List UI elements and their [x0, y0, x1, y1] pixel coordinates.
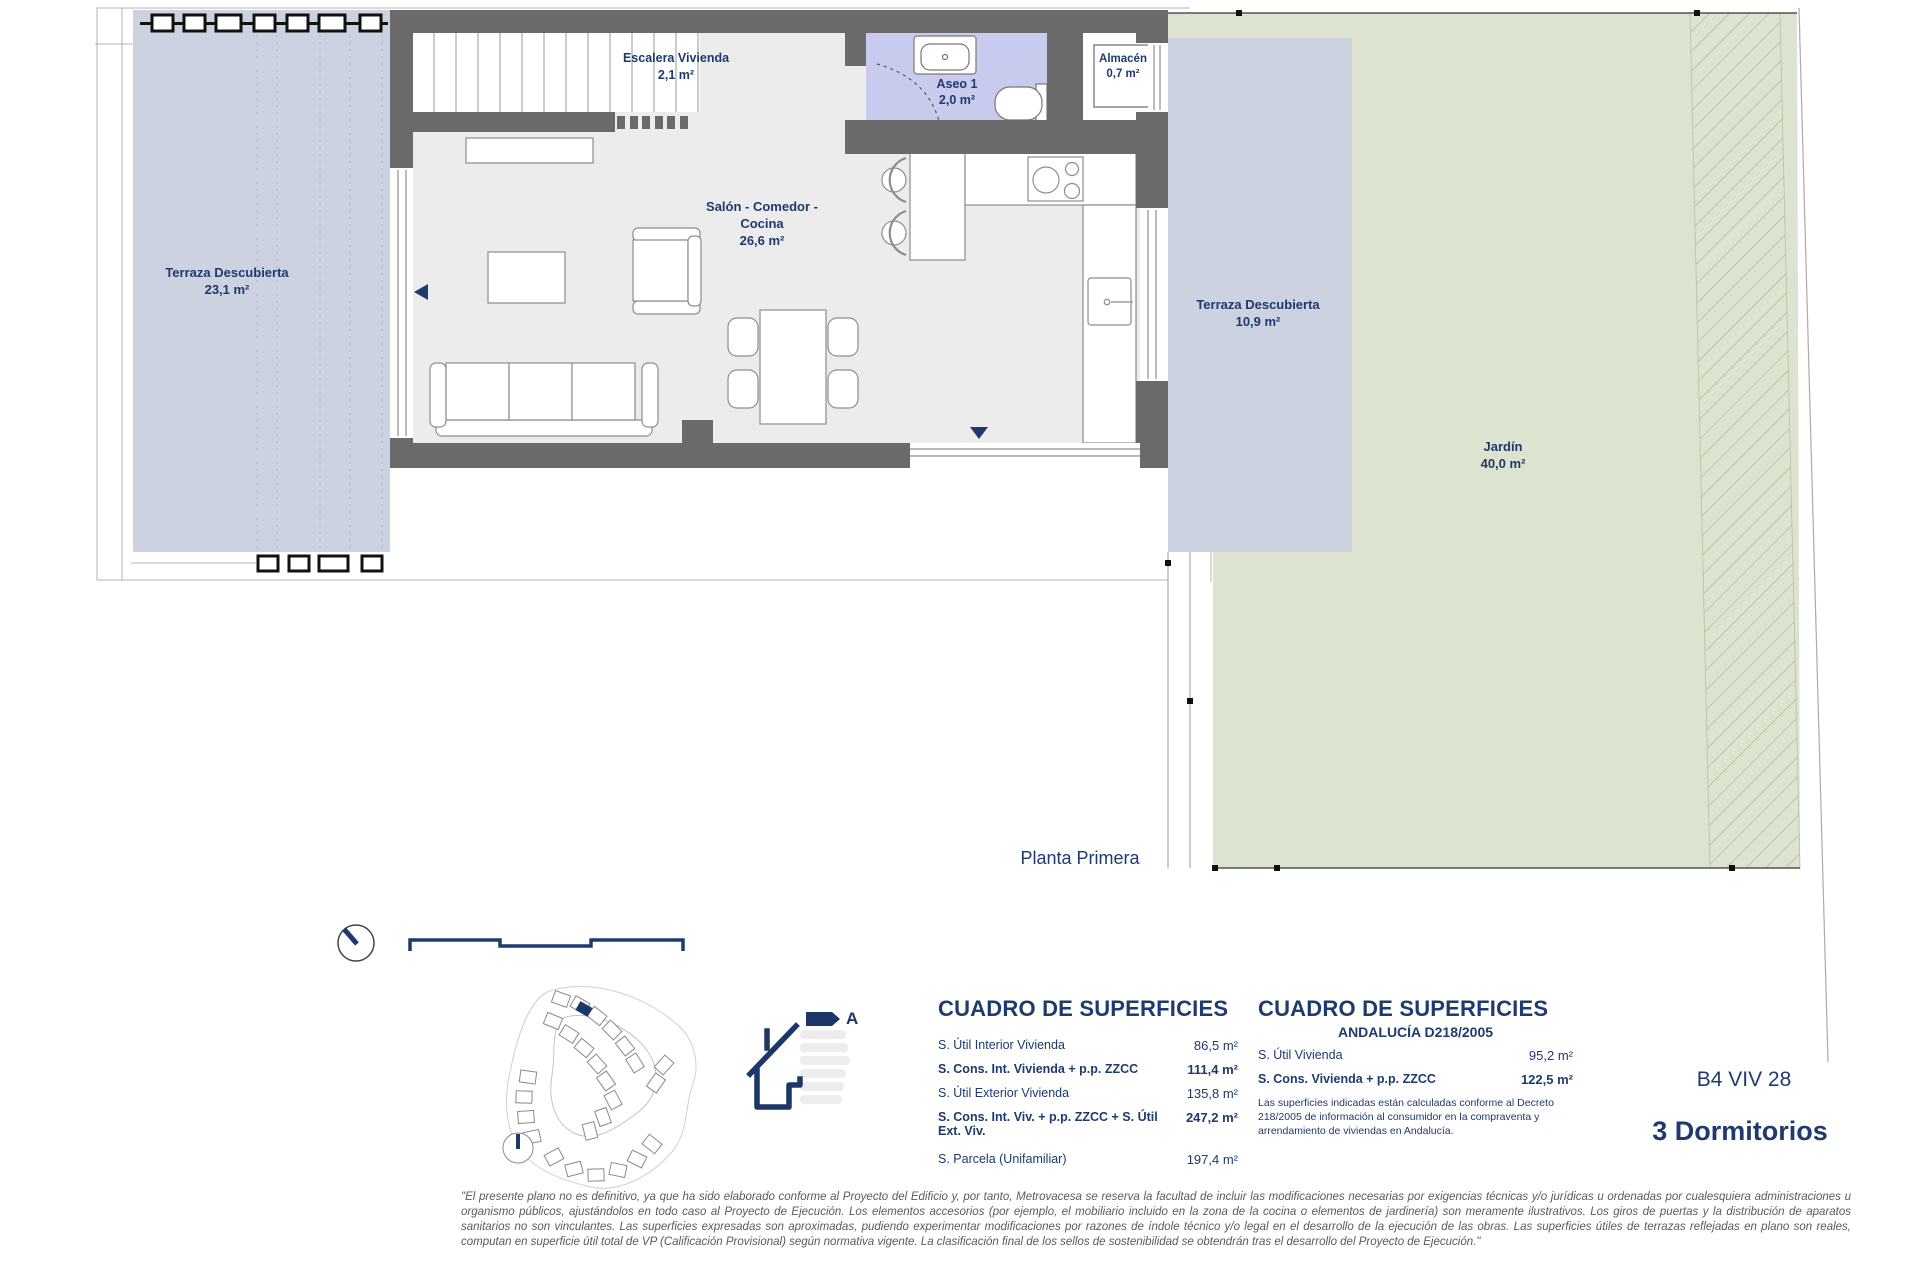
plan-title: Planta Primera	[1020, 848, 1140, 868]
energy-rating-icon	[750, 1012, 850, 1107]
room-label-almacen: Almacén 0,7 m²	[1099, 53, 1147, 80]
table-row: S. Cons. Vivienda + p.p. ZZCC 122,5 m²	[1258, 1072, 1573, 1087]
kitchen-window	[1140, 208, 1168, 381]
site-plan-north-icon	[503, 1133, 533, 1163]
room-label-terraza-left: Terraza Descubierta 23,1 m²	[165, 265, 289, 297]
table-row: S. Parcela (Unifamiliar) 197,4 m²	[938, 1152, 1238, 1167]
room-label-jardin: Jardín 40,0 m²	[1480, 439, 1526, 471]
almacen-window	[1148, 43, 1168, 112]
bottom-louvers	[258, 556, 382, 571]
table-row: S. Útil Exterior Vivienda 135,8 m²	[938, 1086, 1238, 1101]
energy-rating-letter: A	[846, 1009, 859, 1028]
unit-code: B4 VIV 28	[1696, 1068, 1792, 1091]
room-label-terraza-right: Terraza Descubierta 10,9 m²	[1196, 297, 1320, 329]
terrace-right-area	[1168, 38, 1352, 552]
room-label-aseo: Aseo 1 2,0 m²	[936, 77, 978, 107]
aseo-sink	[914, 36, 976, 74]
kitchen-sink	[1088, 278, 1133, 325]
site-plan-map	[503, 986, 696, 1188]
living-room-window	[390, 168, 413, 438]
parcel-boundary-slant-line	[1799, 8, 1828, 1062]
kitchen-bar-counter	[910, 148, 965, 260]
surfaces-table	[938, 996, 1238, 1176]
kitchen-hob	[1028, 157, 1083, 201]
sofa	[430, 363, 658, 436]
tv-cabinet	[466, 138, 593, 163]
surfaces-table-andalucia-subtitle: ANDALUCÍA D218/2005	[1337, 1024, 1494, 1040]
legal-disclaimer: "El presente plano no es definitivo, ya que ha sido elaborado conforme al Proyecto del Edificio y, por tanto, Metrovacesa se reserva la facultad de incluir las modificaciones necesarias por exigencias técnicas y/o jurídicas u ordenadas por cualesquiera administraciones u organismo públicos, ajustándolos en todo caso al Proyecto de Ejecución. Los elementos accesorios (por ejemplo, el mobiliario incluido en la zona de la cocina o elementos de jardinería) son meramente ilustrativos. Los giros de puertas y la distribución de aparatos sanitarios no son vinculantes. Las superficies expresadas son aproximadas, pudiendo experimentar modificaciones por razones de índole técnico y/o legal en el desarrollo de la ejecución de las obras. Las superficies útiles de terrazas reflejadas en plano son reales, computan en superficie útil total de VP (Calificación Provisional) según normativa vigente. La clasificación final de los sellos de sostenibilidad se obtendrán tras el desarrollo del Proyecto de Ejecución."	[461, 1191, 1851, 1248]
boundary-strip-lines	[1168, 552, 1190, 868]
scale-bar	[410, 940, 683, 951]
room-label-salon: Salón - Comedor - Cocina 26,6 m²	[706, 199, 818, 248]
dining-table	[760, 310, 826, 424]
coffee-table	[488, 252, 565, 303]
aseo-toilet	[995, 84, 1047, 123]
terrace-glass-door	[910, 443, 1140, 468]
unit-bedrooms: 3 Dormitorios	[1652, 1116, 1828, 1146]
table-row: S. Cons. Int. Vivienda + p.p. ZZCC 111,4 m²	[938, 1062, 1238, 1077]
surfaces-table-andalucia-title: CUADRO DE SUPERFICIES	[1258, 996, 1549, 1021]
energy-arrow-icon	[806, 1012, 840, 1026]
energy-house-outline	[750, 1026, 800, 1107]
table-row: S. Útil Vivienda 95,2 m²	[1258, 1048, 1573, 1063]
surfaces-table-andalucia	[1258, 996, 1573, 1139]
compass-icon	[338, 925, 374, 961]
andalucia-note: Las superficies indicadas están calculadas conforme al Decreto 218/2005 de información al consumidor en la compraventa y arrendamiento de viviendas en Andalucía.	[1258, 1097, 1554, 1138]
surfaces-table-title: CUADRO DE SUPERFICIES	[938, 996, 1229, 1021]
armchair	[633, 228, 701, 314]
room-label-stairs: Escalera Vivienda 2,1 m²	[622, 51, 730, 82]
table-row: S. Cons. Int. Viv. + p.p. ZZCC + S. Útil Ext. Viv. 247,2 m²	[938, 1110, 1238, 1138]
table-row: S. Útil Interior Vivienda 86,5 m²	[938, 1038, 1238, 1053]
